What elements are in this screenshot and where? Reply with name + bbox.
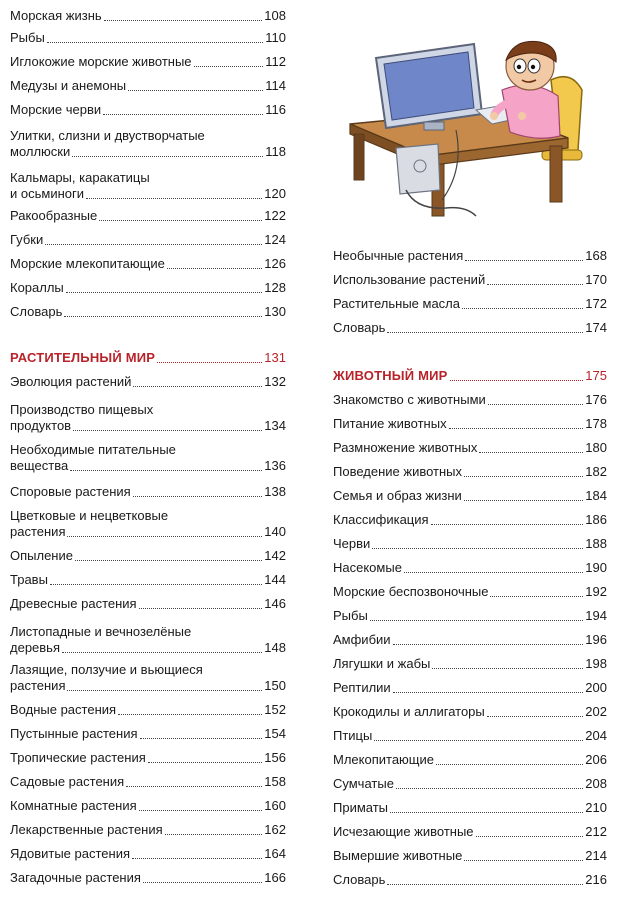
dot-leader (64, 315, 262, 317)
toc-entry-title: Растительные масла (333, 296, 460, 311)
dot-leader (45, 243, 262, 245)
toc-page-number: 140 (264, 524, 286, 539)
toc-entry (333, 248, 607, 264)
toc-page-number: 130 (264, 304, 286, 319)
toc-entry-title-line1: Цветковые и нецветковые (10, 508, 169, 523)
dot-leader (132, 857, 262, 859)
dot-leader (50, 583, 262, 585)
dot-leader (73, 429, 262, 431)
toc-entry-title: Водные растения (10, 702, 117, 717)
toc-page-number: 142 (264, 548, 286, 563)
toc-page-number: 138 (264, 484, 286, 499)
toc-entry (333, 728, 607, 744)
toc-entry-title: Семья и образ жизни (333, 488, 462, 503)
dot-leader (128, 89, 263, 91)
toc-entry-title: Ядовитые растения (10, 846, 130, 861)
toc-entry (10, 102, 286, 118)
dot-leader (133, 385, 262, 387)
toc-entry-title: Амфибии (333, 632, 391, 647)
toc-entry (10, 624, 286, 656)
toc-page-number: 176 (585, 392, 607, 407)
dot-leader (143, 881, 262, 883)
toc-entry-title: Использование растений (333, 272, 486, 287)
toc-page-number: 162 (264, 822, 286, 837)
toc-entry (10, 870, 286, 886)
toc-page-number: 198 (585, 656, 607, 671)
toc-page-number: 146 (264, 596, 286, 611)
toc-page-number: 124 (264, 232, 286, 247)
toc-page-number: 190 (585, 560, 607, 575)
dot-leader (47, 41, 263, 43)
toc-page-number: 212 (585, 824, 607, 839)
toc-page-number: 158 (264, 774, 286, 789)
toc-entry (333, 560, 607, 576)
toc-entry (333, 296, 607, 312)
dot-leader (67, 689, 262, 691)
toc-entry (333, 512, 607, 528)
toc-entry-title: Крокодилы и аллигаторы (333, 704, 485, 719)
cartoon-boy-at-computer-icon (346, 40, 590, 220)
dot-leader (139, 809, 263, 811)
toc-entry-title: Сумчатые (333, 776, 394, 791)
toc-entry-title: Рептилии (333, 680, 391, 695)
toc-entry (10, 256, 286, 272)
toc-page-number: 172 (585, 296, 607, 311)
dot-leader (140, 737, 263, 739)
toc-entry (10, 726, 286, 742)
toc-entry-title: Словарь (333, 872, 386, 887)
toc-entry (10, 774, 286, 790)
dot-leader (490, 595, 583, 597)
dot-leader (374, 739, 583, 741)
dot-leader (393, 643, 584, 645)
toc-entry (10, 78, 286, 94)
toc-entry-title: Поведение животных (333, 464, 463, 479)
toc-entry (10, 54, 286, 70)
toc-page-number: 180 (585, 440, 607, 455)
toc-entry (10, 702, 286, 718)
dot-leader (487, 283, 583, 285)
toc-page-number: 152 (264, 702, 286, 717)
toc-page-number: 112 (265, 54, 286, 69)
toc-entry-title: Словарь (10, 304, 63, 319)
toc-page-number: 182 (585, 464, 607, 479)
toc-entry-title: Знакомство с животными (333, 392, 486, 407)
dot-leader (387, 331, 583, 333)
toc-entry-title: вещества (10, 458, 69, 473)
toc-section-heading (10, 350, 286, 366)
toc-page-number: 156 (264, 750, 286, 765)
toc-entry (333, 536, 607, 552)
toc-entry-title: Морские беспозвоночные (333, 584, 489, 599)
toc-entry-title: Птицы (333, 728, 373, 743)
toc-entry-title: Травы (10, 572, 48, 587)
toc-page-number: 214 (585, 848, 607, 863)
dot-leader (462, 307, 583, 309)
dot-leader (75, 559, 262, 561)
toc-entry-title: растения (10, 524, 66, 539)
dot-leader (165, 833, 263, 835)
toc-page-number: 210 (585, 800, 607, 815)
toc-entry (333, 872, 607, 888)
toc-entry-title: Пустынные растения (10, 726, 138, 741)
toc-entry (10, 374, 286, 390)
toc-entry (10, 402, 286, 434)
toc-page-number: 196 (585, 632, 607, 647)
toc-page-number: 131 (264, 350, 286, 365)
toc-entry-title: моллюски (10, 144, 71, 159)
toc-entry (333, 464, 607, 480)
dot-leader (72, 155, 263, 157)
toc-entry (333, 704, 607, 720)
toc-page-number: 116 (265, 102, 286, 117)
dot-leader (157, 361, 262, 363)
toc-page-number: 114 (265, 78, 286, 93)
toc-entry-title: ЖИВОТНЫЙ МИР (333, 368, 448, 383)
toc-page-number: 184 (585, 488, 607, 503)
toc-entry (333, 608, 607, 624)
toc-entry-title: Вымершие животные (333, 848, 463, 863)
toc-entry-title: РАСТИТЕЛЬНЫЙ МИР (10, 350, 156, 365)
toc-page-number: 202 (585, 704, 607, 719)
toc-entry (333, 392, 607, 408)
toc-entry (333, 320, 607, 336)
toc-entry (10, 484, 286, 500)
dot-leader (404, 571, 583, 573)
toc-entry-title: Размножение животных (333, 440, 478, 455)
toc-entry-title: Садовые растения (10, 774, 125, 789)
dot-leader (396, 787, 583, 789)
toc-page-number: 144 (264, 572, 286, 587)
toc-page-number: 188 (585, 536, 607, 551)
toc-page-number: 120 (264, 186, 286, 201)
toc-entry-title: продуктов (10, 418, 72, 433)
toc-entry (333, 584, 607, 600)
toc-entry (333, 800, 607, 816)
toc-entry-title: Загадочные растения (10, 870, 141, 885)
toc-entry (10, 442, 286, 474)
toc-entry-title: Морские млекопитающие (10, 256, 165, 271)
toc-page-number: 134 (264, 418, 286, 433)
toc-entry (333, 488, 607, 504)
toc-entry-title: Тропические растения (10, 750, 146, 765)
dot-leader (464, 859, 583, 861)
toc-entry-title: растения (10, 678, 66, 693)
toc-entry (10, 304, 286, 320)
toc-entry (333, 440, 607, 456)
toc-page-number: 174 (585, 320, 607, 335)
dot-leader (133, 495, 263, 497)
toc-entry-title: Насекомые (333, 560, 402, 575)
toc-entry (10, 750, 286, 766)
toc-entry (333, 776, 607, 792)
toc-page-number: 132 (264, 374, 286, 389)
toc-entry-title: деревья (10, 640, 60, 655)
dot-leader (488, 403, 584, 405)
toc-entry-title: Эволюция растений (10, 374, 132, 389)
toc-entry-title: и осьминоги (10, 186, 84, 201)
toc-entry (10, 170, 286, 202)
toc-page-number: 148 (264, 640, 286, 655)
dot-leader (450, 379, 584, 381)
dot-leader (464, 475, 583, 477)
toc-entry-title: Словарь (333, 320, 386, 335)
dot-leader (387, 883, 583, 885)
toc-page-number: 216 (585, 872, 607, 887)
dot-leader (62, 651, 262, 653)
toc-entry-title: Ракообразные (10, 208, 98, 223)
toc-entry (10, 798, 286, 814)
dot-leader (476, 835, 584, 837)
toc-entry (333, 680, 607, 696)
toc-entry-title: Питание животных (333, 416, 447, 431)
toc-entry (333, 632, 607, 648)
dot-leader (479, 451, 583, 453)
toc-page-number: 200 (585, 680, 607, 695)
toc-entry (10, 280, 286, 296)
toc-page-number: 170 (585, 272, 607, 287)
toc-entry (10, 128, 286, 160)
toc-entry-title: Классификация (333, 512, 429, 527)
dot-leader (390, 811, 583, 813)
toc-page-number: 160 (264, 798, 286, 813)
toc-entry (333, 656, 607, 672)
toc-entry (10, 846, 286, 862)
dot-leader (118, 713, 262, 715)
toc-entry-title-line1: Кальмары, каракатицы (10, 170, 150, 185)
toc-entry (10, 548, 286, 564)
toc-entry (10, 232, 286, 248)
toc-page-number: 208 (585, 776, 607, 791)
dot-leader (70, 469, 262, 471)
toc-page-number: 175 (585, 368, 607, 383)
toc-entry (10, 508, 286, 540)
toc-page-number: 122 (264, 208, 286, 223)
toc-entry-title: Губки (10, 232, 44, 247)
toc-entry-title-line1: Лазящие, ползучие и вьющиеся (10, 662, 203, 677)
toc-page-number: 186 (585, 512, 607, 527)
toc-entry-title-line1: Необходимые питательные (10, 442, 176, 457)
toc-entry-title: Исчезающие животные (333, 824, 474, 839)
toc-entry-title: Необычные растения (333, 248, 464, 263)
toc-page-number: 164 (264, 846, 286, 861)
dot-leader (449, 427, 584, 429)
toc-entry-title: Иглокожие морские животные (10, 54, 192, 69)
dot-leader (99, 219, 262, 221)
dot-leader (86, 197, 262, 199)
toc-page-number: 108 (264, 8, 286, 23)
toc-page-number: 150 (264, 678, 286, 693)
toc-entry-title: Морские черви (10, 102, 102, 117)
toc-entry-title: Приматы (333, 800, 389, 815)
toc-entry-title: Комнатные растения (10, 798, 137, 813)
toc-entry (333, 272, 607, 288)
dot-leader (431, 523, 584, 525)
dot-leader (464, 499, 584, 501)
toc-entry-title: Лекарственные растения (10, 822, 163, 837)
dot-leader (167, 267, 262, 269)
dot-leader (67, 535, 262, 537)
toc-entry (10, 822, 286, 838)
toc-entry-title-line1: Улитки, слизни и двустворчатые (10, 128, 205, 143)
toc-page-number: 178 (585, 416, 607, 431)
toc-page-number: 166 (264, 870, 286, 885)
dot-leader (148, 761, 263, 763)
toc-entry-title-line1: Листопадные и вечнозелёные (10, 624, 192, 639)
toc-page-number: 110 (265, 30, 286, 45)
toc-entry (333, 416, 607, 432)
dot-leader (465, 259, 583, 261)
dot-leader (139, 607, 263, 609)
toc-section-heading (333, 368, 607, 384)
toc-entry (333, 848, 607, 864)
dot-leader (370, 619, 583, 621)
dot-leader (487, 715, 584, 717)
toc-page-number: 154 (264, 726, 286, 741)
toc-entry (10, 208, 286, 224)
dot-leader (194, 65, 264, 67)
toc-entry-title-line1: Производство пищевых (10, 402, 154, 417)
toc-entry-title: Лягушки и жабы (333, 656, 431, 671)
dot-leader (432, 667, 583, 669)
toc-entry-title: Млекопитающие (333, 752, 434, 767)
toc-entry (10, 572, 286, 588)
dot-leader (393, 691, 584, 693)
toc-page-number: 192 (585, 584, 607, 599)
toc-entry-title: Споровые растения (10, 484, 131, 499)
toc-entry (10, 30, 286, 46)
toc-entry (10, 8, 286, 24)
toc-entry-title: Рыбы (10, 30, 45, 45)
toc-entry (333, 752, 607, 768)
dot-leader (372, 547, 583, 549)
dot-leader (103, 113, 263, 115)
toc-page-number: 194 (585, 608, 607, 623)
toc-page-number: 168 (585, 248, 607, 263)
toc-entry-title: Кораллы (10, 280, 64, 295)
toc-entry (333, 824, 607, 840)
dot-leader (104, 19, 263, 21)
toc-page-number: 136 (264, 458, 286, 473)
toc-entry-title: Черви (333, 536, 371, 551)
toc-page-number: 204 (585, 728, 607, 743)
toc-entry-title: Морская жизнь (10, 8, 102, 23)
toc-entry-title: Рыбы (333, 608, 368, 623)
toc-page-number: 128 (264, 280, 286, 295)
dot-leader (66, 291, 263, 293)
toc-page-number: 126 (264, 256, 286, 271)
dot-leader (436, 763, 583, 765)
dot-leader (126, 785, 262, 787)
toc-page-number: 206 (585, 752, 607, 767)
toc-entry-title: Опыление (10, 548, 73, 563)
toc-entry (10, 596, 286, 612)
toc-entry-title: Древесные растения (10, 596, 137, 611)
toc-page-number: 118 (265, 144, 286, 159)
toc-entry (10, 662, 286, 694)
toc-entry-title: Медузы и анемоны (10, 78, 127, 93)
